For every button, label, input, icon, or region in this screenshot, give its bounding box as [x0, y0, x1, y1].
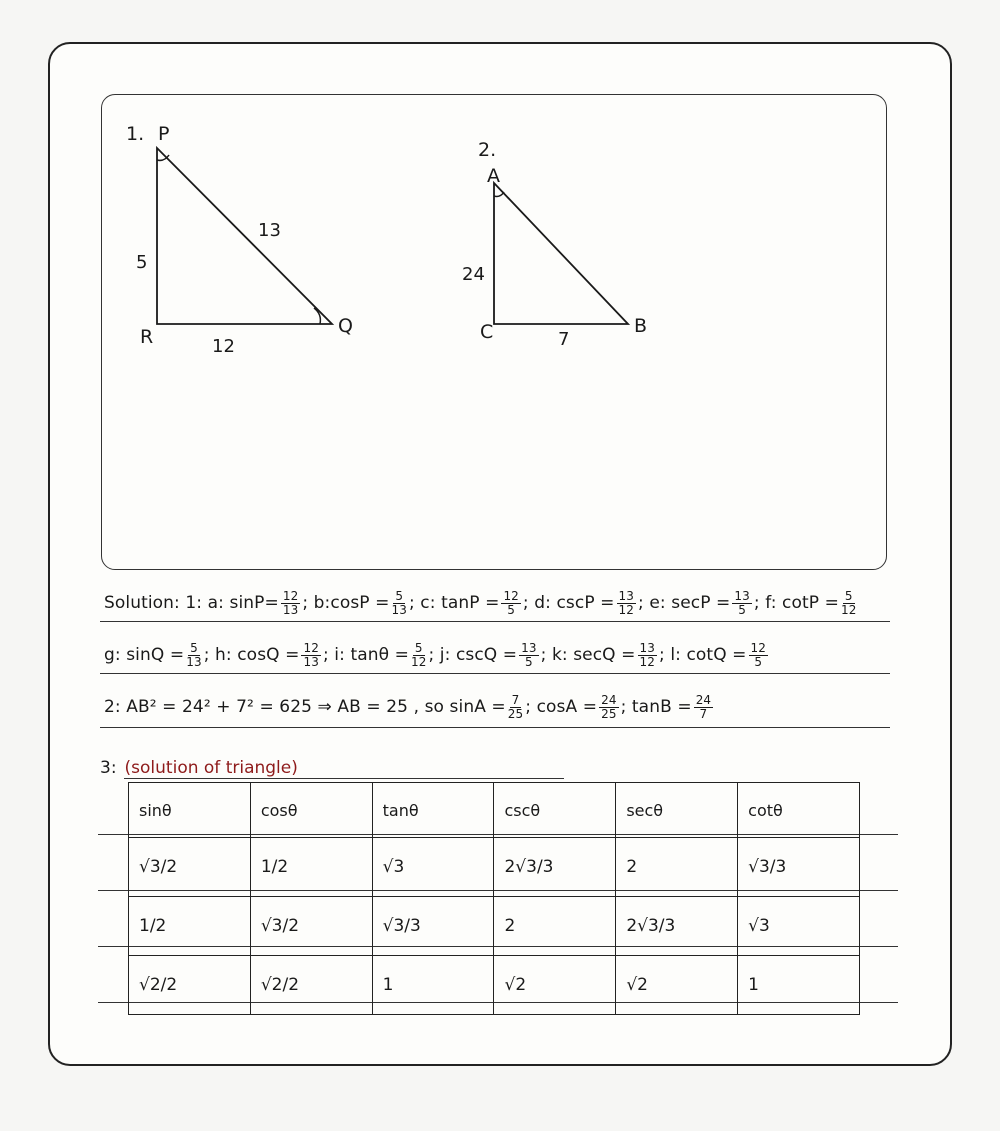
- solution-intro: Solution: 1: a: sinP=: [104, 593, 279, 614]
- frac-b: $\frac{5}{13}$: [391, 590, 407, 617]
- label-f: ; f: cotP =: [753, 593, 839, 614]
- frac-e: $\frac{13}{5}$: [734, 590, 750, 617]
- vertex-a: A: [487, 165, 500, 187]
- frac-l: $\frac{12}{5}$: [750, 642, 767, 669]
- table-cell: √3/2: [250, 897, 372, 956]
- frac-f: $\frac{5}{12}$: [840, 590, 857, 617]
- label-cosa: ; cosA =: [525, 697, 598, 718]
- fig1-number: 1.: [126, 123, 145, 145]
- table-cell: 2: [616, 838, 738, 897]
- frac-j: $\frac{13}{5}$: [521, 642, 537, 669]
- label-tanb: ; tanB =: [620, 697, 692, 718]
- frac-d: $\frac{13}{12}$: [618, 590, 635, 617]
- label-c: ; c: tanP =: [408, 593, 500, 614]
- frac-a: $\frac{12}{13}$: [282, 590, 299, 617]
- side-cb-label: 7: [558, 329, 570, 350]
- label-d: ; d: cscP =: [522, 593, 615, 614]
- table-cell: √2/2: [129, 956, 251, 1015]
- table-cell: 2√3/3: [494, 838, 616, 897]
- table-row: [129, 897, 860, 956]
- table-cell: √3: [738, 897, 860, 956]
- table-cell: 1: [372, 956, 494, 1015]
- vertex-p: P: [158, 123, 170, 145]
- triangle-acb: [494, 183, 628, 324]
- label-e: ; e: secP =: [638, 593, 731, 614]
- label-g: g: sinQ =: [104, 645, 185, 666]
- triangle-pqr: [157, 148, 332, 324]
- label-j: ; j: cscQ =: [428, 645, 518, 666]
- table-cell: 1/2: [129, 897, 251, 956]
- header-sin: sinθ: [129, 783, 251, 838]
- label-k: ; k: secQ =: [540, 645, 636, 666]
- part3-subtitle: (solution of triangle): [124, 758, 298, 778]
- header-cot: cotθ: [738, 783, 860, 838]
- header-cos: cosθ: [250, 783, 372, 838]
- vertex-q: Q: [338, 315, 353, 337]
- table-cell: √3/3: [738, 838, 860, 897]
- label-b: ; b:cosP =: [302, 593, 390, 614]
- solution-line-3: [100, 694, 890, 728]
- vertex-r: R: [140, 326, 154, 348]
- solution-line-2: [100, 642, 890, 674]
- table-row: [129, 956, 860, 1015]
- table-cell: 1: [738, 956, 860, 1015]
- table-cell: √3: [372, 838, 494, 897]
- solution-line-1: [100, 590, 890, 622]
- side-rq-label: 12: [212, 336, 235, 357]
- side-ac-label: 24: [462, 264, 485, 285]
- angle-p-mark: [157, 155, 169, 160]
- table-cell: 2√3/3: [616, 897, 738, 956]
- heading-underline: [124, 778, 564, 779]
- table-cell: √2: [616, 956, 738, 1015]
- fig2-number: 2.: [478, 139, 497, 161]
- part3-number: 3:: [100, 758, 117, 778]
- table-cell: √2/2: [250, 956, 372, 1015]
- label-i: ; i: tanθ =: [322, 645, 409, 666]
- frac-cosa: $\frac{24}{25}$: [601, 694, 617, 721]
- table-row: [129, 838, 860, 897]
- side-pq-label: 13: [258, 220, 281, 241]
- table-cell: 2: [494, 897, 616, 956]
- frac-h: $\frac{12}{13}$: [303, 642, 319, 669]
- part3-heading: [100, 758, 298, 778]
- label-l: ; l: cotQ =: [659, 645, 747, 666]
- vertex-c: C: [480, 321, 494, 343]
- table-cell: √3/2: [129, 838, 251, 897]
- header-sec: secθ: [616, 783, 738, 838]
- frac-g: $\frac{5}{13}$: [186, 642, 202, 669]
- frac-tanb: $\frac{24}{7}$: [695, 694, 712, 721]
- header-tan: tanθ: [372, 783, 494, 838]
- side-pr-label: 5: [136, 252, 148, 273]
- table-header-row: [129, 783, 860, 838]
- frac-k: $\frac{13}{12}$: [639, 642, 655, 669]
- label-h: ; h: cosQ =: [203, 645, 300, 666]
- frac-c: $\frac{12}{5}$: [503, 590, 519, 617]
- table-cell: √2: [494, 956, 616, 1015]
- frac-sina: $\frac{7}{25}$: [507, 694, 524, 721]
- table-cell: 1/2: [250, 838, 372, 897]
- vertex-b: B: [634, 315, 648, 337]
- pythagoras-text: 2: AB² = 24² + 7² = 625 ⇒ AB = 25 , so sinA =: [104, 697, 506, 718]
- trig-values-table: [128, 782, 860, 1015]
- frac-i: $\frac{5}{12}$: [410, 642, 427, 669]
- header-csc: cscθ: [494, 783, 616, 838]
- table-cell: √3/3: [372, 897, 494, 956]
